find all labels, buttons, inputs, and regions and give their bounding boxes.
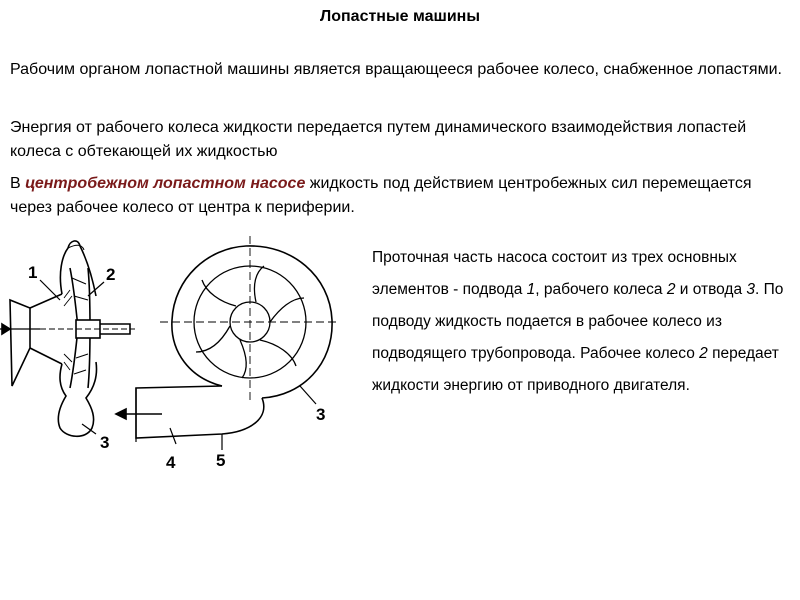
paragraph-impeller: Рабочим органом лопастной машины является вращающееся рабочее колесо, снабженное лопастями.: [10, 61, 782, 78]
side-text-part: и отвода: [675, 281, 747, 298]
pump-front-view: [116, 236, 340, 442]
ref-number-impeller-2: 2: [699, 345, 708, 362]
discharge-outlet: [136, 386, 264, 438]
outlet-arrow-head: [116, 409, 126, 419]
paragraph-centrifugal: [10, 172, 795, 220]
ref-number-impeller: 2: [666, 281, 676, 298]
label-tongue: 5: [216, 451, 226, 470]
section-hatching: [64, 290, 72, 370]
label-outlet: 4: [166, 453, 176, 472]
inlet-arrow-head: [2, 324, 10, 334]
paragraph-energy: Энергия от рабочего колеса жидкости передается путем динамического взаимодействия лопастей колеса с обтекающей их жидкостью: [10, 119, 747, 160]
pump-diagram: [0, 228, 370, 488]
label-inlet: 1: [28, 263, 38, 282]
emphasis-centrifugal-pump: центробежном лопастном насосе: [25, 175, 306, 192]
ref-number-inlet: 1: [526, 281, 536, 298]
upper-casing: [60, 241, 96, 296]
side-text-part: . По подводу жидкость подается в рабочее колесо из подводящего трубопровода. Рабочее колесо: [372, 281, 784, 362]
side-text-part: Проточная часть насоса состоит из трех основных элементов - подвода: [372, 249, 737, 298]
label-volute-section: 3: [100, 433, 110, 452]
side-description: [372, 242, 792, 402]
ref-number-volute: 3: [746, 281, 756, 298]
side-text-part: , рабочего колеса: [535, 281, 667, 298]
side-text-part: передает жидкости энергию от приводного двигателя.: [372, 345, 779, 394]
label-volute: 3: [316, 405, 326, 424]
label-impeller: 2: [106, 265, 116, 284]
paragraph-suffix: жидкость под действием центробежных сил перемещается через рабочее колесо от центра к периферии.: [10, 175, 752, 216]
inlet-flange: [10, 300, 30, 386]
page-title: Лопастные машины: [320, 8, 480, 25]
paragraph-prefix: В: [10, 175, 26, 192]
